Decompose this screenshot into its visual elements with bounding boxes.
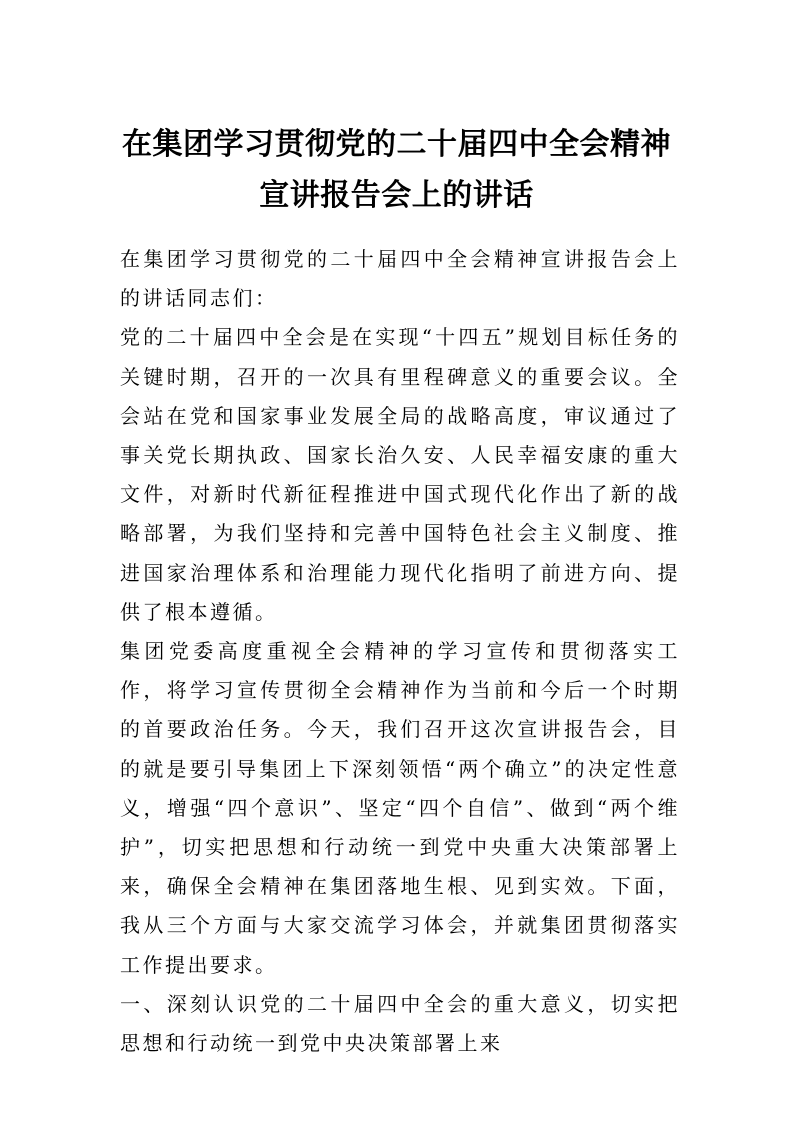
paragraph-purpose: 集团党委高度重视全会精神的学习宣传和贯彻落实工作，将学习宣传贯彻全会精神作为当前和今后一个时期的首要政治任务。今天，我们召开这次宣讲报告会，目的就是要引导集团上下深刻领悟“两个确立”的决定性意义，增强“四个意识”、坚定“四个自信”、做到“两个维护”，切实把思想和行动统一到党中央重大决策部署上来，确保全会精神在集团落地生根、见到实效。下面，我从三个方面与大家交流学习体会，并就集团贯彻落实工作提出要求。 [120, 639, 680, 977]
paragraph-intro: 党的二十届四中全会是在实现“十四五”规划目标任务的关键时期，召开的一次具有里程碑意义的重要会议。全会站在党和国家事业发展全局的战略高度，审议通过了事关党长期执政、国家长治久安、人民幸福安康的重大文件，对新时代新征程推进中国式现代化作出了新的战略部署，为我们坚持和完善中国特色社会主义制度、推进国家治理体系和治理能力现代化指明了前进方向、提供了根本遵循。 [120, 325, 680, 624]
section-heading-1: 一、深刻认识党的二十届四中全会的重大意义，切实把思想和行动统一到党中央决策部署上来 [120, 991, 680, 1056]
document-title-line-1: 在集团学习贯彻党的二十届四中全会精神 [122, 127, 671, 162]
document-body [120, 240, 680, 1063]
document-title-line-2: 宣讲报告会上的讲话 [259, 178, 534, 213]
paragraph-opening: 在集团学习贯彻党的二十届四中全会精神宣讲报告会上的讲话同志们： [120, 247, 680, 311]
